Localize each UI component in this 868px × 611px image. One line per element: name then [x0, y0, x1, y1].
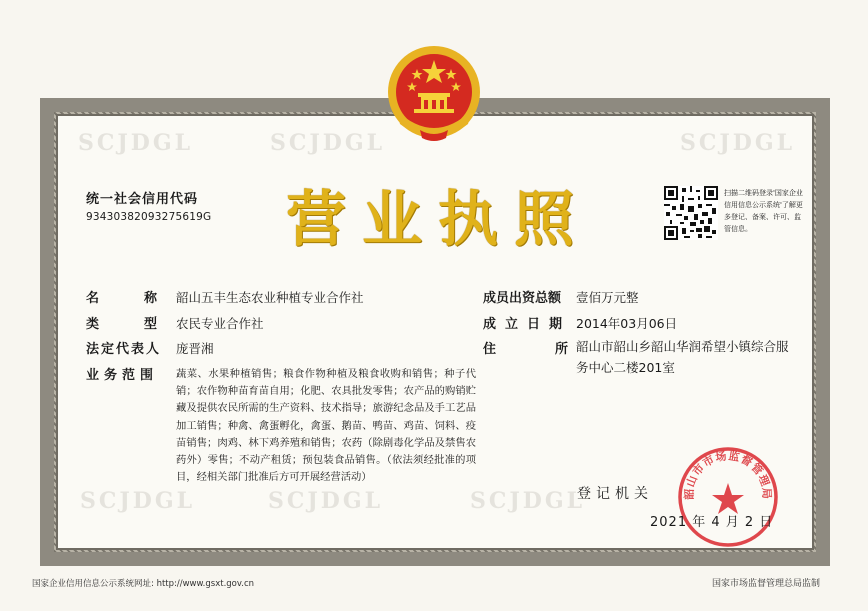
watermark: SCJDGL [270, 130, 386, 156]
address-value: 韶山市韶山乡韶山华润希望小镇综合服务中心二楼201室 [576, 339, 789, 375]
footer-supervisor: 国家市场监督管理总局监制 [712, 579, 821, 589]
legal-representative-value: 庞晋湘 [176, 341, 214, 356]
registered-capital-value: 壹佰万元整 [576, 290, 639, 305]
watermark: SCJDGL [470, 488, 586, 514]
license-title: 营业执照 [286, 185, 590, 255]
watermark: SCJDGL [268, 488, 384, 514]
watermark: SCJDGL [680, 130, 796, 156]
uscc-value: 93430382093275619G [86, 211, 212, 223]
official-seal-icon [676, 445, 780, 549]
uscc-label: 统一社会信用代码 [86, 192, 199, 207]
registered-capital-label: 成员出资总额 [483, 291, 562, 306]
svg-text:韶山市市场监督管理局: 韶山市市场监督管理局 [682, 449, 774, 500]
name-label: 名 称 [86, 291, 158, 306]
registration-authority: 登记机关 [577, 486, 653, 502]
watermark: SCJDGL [80, 488, 196, 514]
national-emblem-icon [384, 38, 484, 150]
legal-representative-label: 法定代表人 [86, 342, 162, 357]
watermark: SCJDGL [78, 130, 194, 156]
address-label: 住 所 [483, 342, 569, 357]
established-date-label: 成立日期 [483, 317, 572, 332]
business-scope-value: 蔬菜、水果种植销售；粮食作物种植及粮食收购和销售；种子代销；农作物种苗育苗自用；化肥、农具批发零售；农产品的购销贮藏及提供农民所需的生产资料、技术指导；旅游纪念品及手工艺品加工销售；种禽、禽蛋孵化，禽蛋、鹅苗、鸭苗、鸡苗、饲料、疫苗销售；肉鸡、林下鸡养殖和销售；农药（除剧毒化学品及禁售农药外）零售；不动产租赁；预包装食品销售。（依法须经批准的项目，经相关部门批准后方可开展经营活动） [176, 368, 476, 484]
registration-date: 2021 年 4 月 2 日 [650, 515, 774, 530]
qr-instruction: 扫描二维码登录'国家企业信用信息公示系统'了解更多登记、备案、许可、监管信息。 [724, 189, 803, 233]
qr-code-icon[interactable] [664, 186, 718, 240]
type-label: 类 型 [86, 317, 158, 332]
type-value: 农民专业合作社 [176, 316, 264, 331]
name-value: 韶山五丰生态农业种植专业合作社 [176, 290, 364, 305]
established-date-value: 2014年03月06日 [576, 316, 678, 331]
footer-website: 国家企业信用信息公示系统网址: http://www.gsxt.gov.cn [32, 579, 255, 589]
business-scope-label: 业务范围 [86, 368, 159, 383]
